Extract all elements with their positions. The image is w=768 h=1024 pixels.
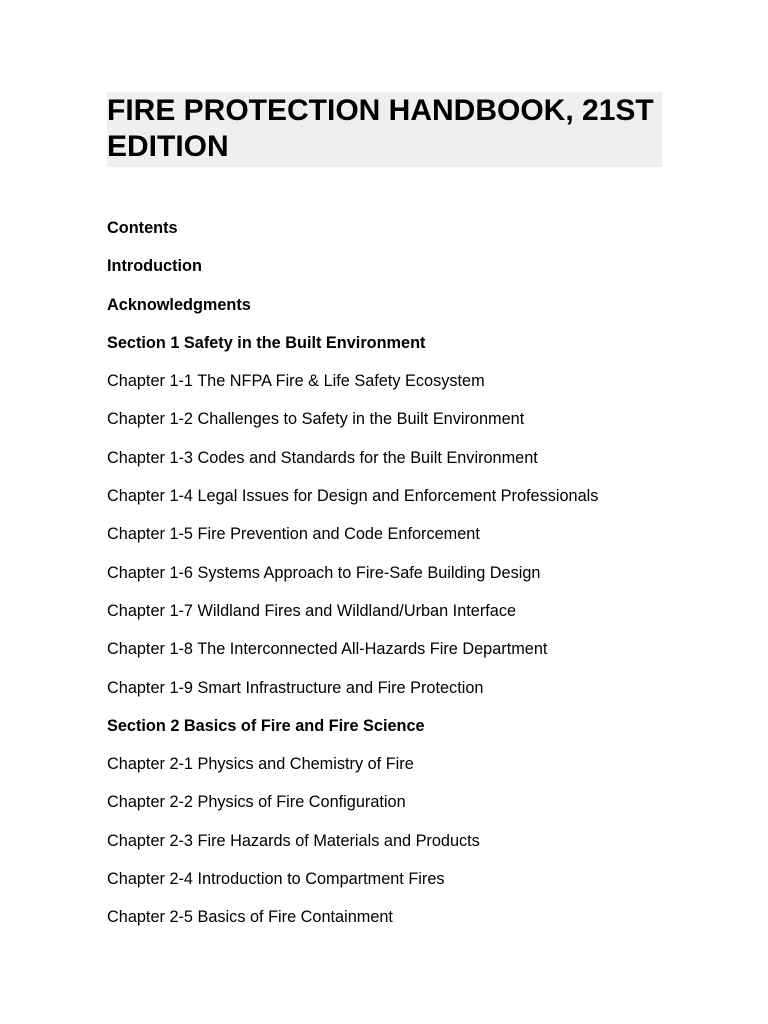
toc-chapter: Chapter 1-1 The NFPA Fire & Life Safety Ecosystem xyxy=(107,372,485,391)
toc-chapter: Chapter 1-2 Challenges to Safety in the Built Environment xyxy=(107,410,525,429)
toc-chapter: Chapter 2-4 Introduction to Compartment Fires xyxy=(107,870,445,889)
toc-chapter: Chapter 1-8 The Interconnected All-Hazards Fire Department xyxy=(107,640,548,659)
toc-chapter: Chapter 2-3 Fire Hazards of Materials and Products xyxy=(107,831,480,850)
toc-chapter: Chapter 1-4 Legal Issues for Design and Enforcement Professionals xyxy=(107,487,599,506)
toc-heading: Section 1 Safety in the Built Environment xyxy=(107,333,426,352)
toc-heading: Contents xyxy=(107,219,178,237)
document-title: FIRE PROTECTION HANDBOOK, 21ST EDITION xyxy=(107,94,654,163)
toc-heading: Section 2 Basics of Fire and Fire Science xyxy=(107,716,425,735)
document-page xyxy=(107,92,662,927)
title-highlight xyxy=(107,92,662,167)
toc-chapter: Chapter 1-9 Smart Infrastructure and Fire Protection xyxy=(107,678,484,697)
toc-chapter: Chapter 2-1 Physics and Chemistry of Fire xyxy=(107,755,414,774)
toc-chapter: Chapter 1-5 Fire Prevention and Code Enforcement xyxy=(107,525,480,544)
toc-chapter: Chapter 2-5 Basics of Fire Containment xyxy=(107,908,393,927)
toc-chapter: Chapter 2-2 Physics of Fire Configuration xyxy=(107,793,406,812)
toc-heading: Introduction xyxy=(107,257,202,276)
table-of-contents xyxy=(107,218,667,946)
toc-chapter: Chapter 1-7 Wildland Fires and Wildland/Urban Interface xyxy=(107,601,517,620)
toc-heading: Acknowledgments xyxy=(107,295,251,314)
toc-chapter: Chapter 1-3 Codes and Standards for the Built Environment xyxy=(107,448,538,467)
toc-chapter: Chapter 1-6 Systems Approach to Fire-Safe Building Design xyxy=(107,563,541,582)
